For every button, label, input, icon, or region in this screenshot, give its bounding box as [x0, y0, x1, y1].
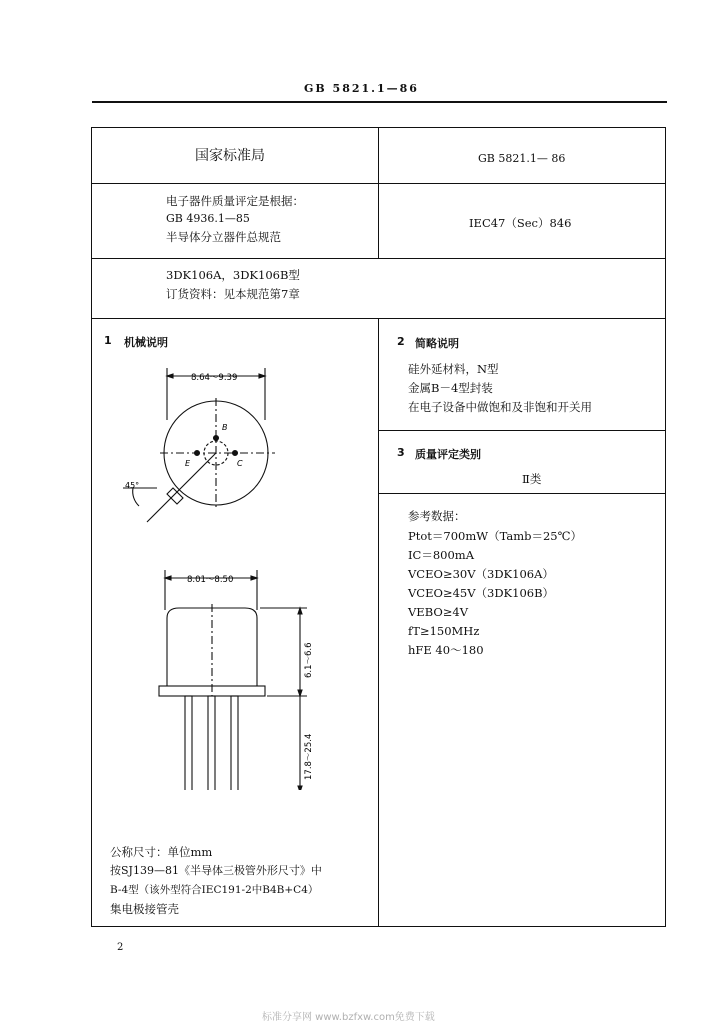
header-rule	[92, 101, 667, 103]
brief-line: 金属B－4型封装	[408, 381, 493, 395]
iec-reference: IEC47（Sec）846	[469, 216, 572, 230]
reference-line: hFE 40～180	[408, 643, 484, 657]
brief-line: 在电子设备中做饱和及非饱和开关用	[408, 400, 592, 414]
arrowhead	[298, 608, 302, 614]
arrowhead	[298, 690, 302, 696]
page-number: 2	[117, 942, 124, 953]
mechanical-drawing	[95, 360, 375, 790]
reference-line: VCEO≥45V（3DK106B）	[408, 586, 555, 600]
reference-line: fT≥150MHz	[408, 624, 480, 638]
running-header: GB 5821.1—86	[304, 82, 419, 95]
outline-note-2: B-4型（该外型符合IEC191-2中B4B+C4）	[110, 884, 319, 896]
pin-label-c: C	[237, 459, 243, 468]
ordering-info: 订货资料：见本规范第7章	[166, 287, 300, 301]
outline-note-3: 集电极接管壳	[110, 902, 179, 916]
section-number: 1	[104, 334, 112, 347]
column-divider	[378, 127, 379, 258]
basis-code: GB 4936.1—85	[166, 212, 250, 225]
reference-title: 参考数据：	[408, 509, 466, 523]
pin-e	[195, 451, 200, 456]
section-number: 3	[397, 446, 405, 459]
row-divider	[378, 430, 666, 431]
lead	[208, 696, 215, 790]
arrowhead	[251, 576, 257, 580]
row-divider	[91, 258, 666, 259]
dim-height: 6.1～6.6	[304, 642, 314, 678]
pin-c	[233, 451, 238, 456]
row-divider	[378, 493, 666, 494]
brief-line: 硅外延材料，N型	[408, 362, 499, 376]
section-number: 2	[397, 335, 405, 348]
agency-name: 国家标准局	[195, 148, 265, 164]
angle-line	[147, 453, 216, 522]
section-heading-brief: 简略说明	[415, 337, 459, 350]
dim-top-diameter: 8.64～9.39	[191, 373, 238, 383]
reference-line: VCEO≥30V（3DK106A）	[408, 567, 554, 581]
lead	[185, 696, 192, 790]
basis-title: 半导体分立器件总规范	[166, 230, 281, 244]
arrowhead	[298, 786, 302, 790]
pin-label-b: B	[222, 423, 228, 432]
angle-label: 45°	[125, 481, 140, 490]
angle-arc	[133, 488, 139, 506]
reference-line: VEBO≥4V	[408, 605, 469, 619]
outline-note-1: 按SJ139—81《半导体三极管外形尺寸》中	[110, 864, 322, 877]
arrowhead	[167, 374, 173, 378]
column-divider	[378, 318, 379, 926]
model-numbers: 3DK106A，3DK106B型	[166, 268, 300, 282]
quality-category: Ⅱ类	[522, 472, 542, 486]
pin-b	[214, 436, 219, 441]
arrowhead	[165, 576, 171, 580]
section-heading-mechanical: 机械说明	[124, 336, 168, 349]
arrowhead	[259, 374, 265, 378]
lead	[231, 696, 238, 790]
standard-code: GB 5821.1— 86	[478, 152, 566, 165]
watermark: 标准分享网 www.bzfxw.com免费下载	[262, 1012, 435, 1023]
unit-note: 公称尺寸：单位mm	[110, 845, 213, 859]
basis-label: 电子器件质量评定是根据：	[166, 194, 304, 208]
section-heading-quality: 质量评定类别	[415, 448, 481, 461]
reference-line: Ptot＝700mW（Tamb＝25℃）	[408, 529, 582, 543]
dim-lead-length: 17.8～25.4	[304, 733, 314, 780]
reference-line: IC＝800mA	[408, 548, 475, 562]
dim-body-width: 8.01～8.50	[187, 575, 234, 585]
pin-label-e: E	[185, 459, 191, 468]
